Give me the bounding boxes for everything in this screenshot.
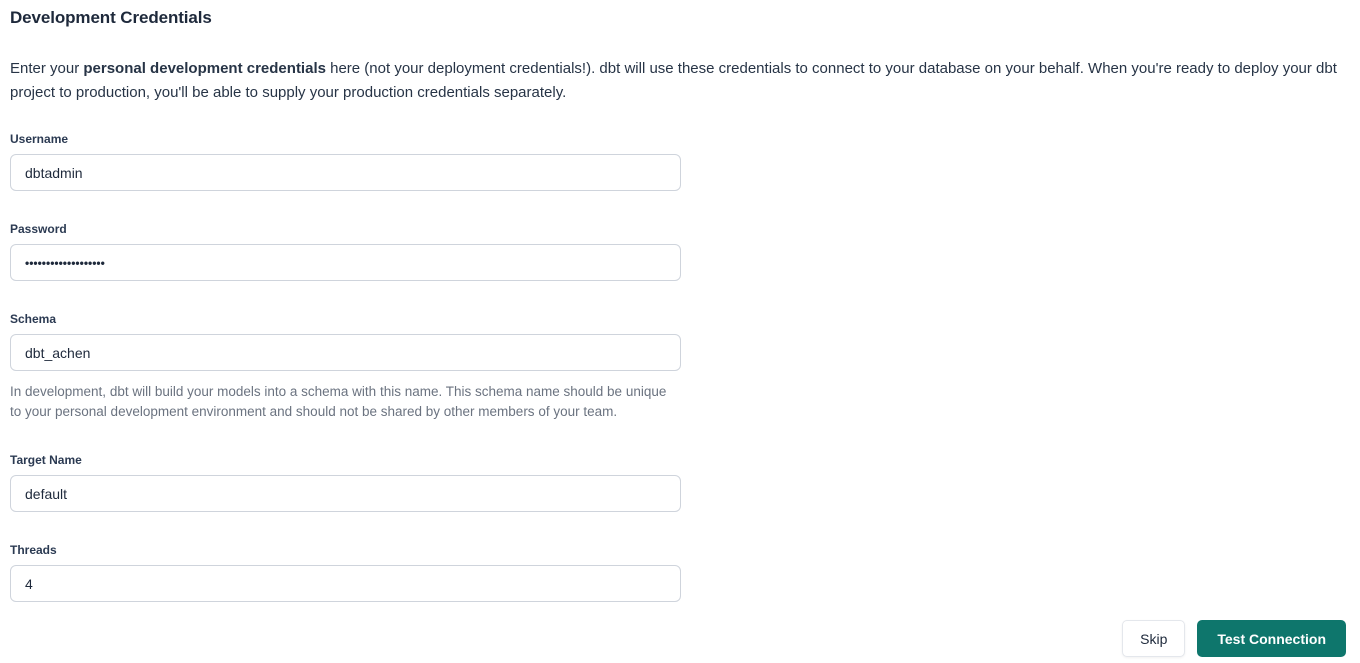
username-label: Username	[10, 132, 69, 146]
target-name-input[interactable]	[10, 475, 681, 512]
username-input[interactable]	[10, 154, 681, 191]
test-connection-button[interactable]: Test Connection	[1197, 620, 1346, 657]
page-title: Development Credentials	[10, 8, 212, 27]
credentials-form	[10, 132, 1346, 602]
password-input[interactable]	[10, 244, 681, 281]
schema-input[interactable]	[10, 334, 681, 371]
password-label: Password	[10, 222, 67, 236]
intro-text-before: Enter your	[10, 60, 84, 77]
intro-text-bold: personal development credentials	[83, 60, 326, 77]
threads-label: Threads	[10, 543, 57, 557]
intro-text-after: here (not your deployment credentials!). dbt will use these credentials to connect to your database on your behalf. When you're ready to deploy your dbt project to production, you'll be able to supply your production credentials separately.	[10, 60, 1337, 101]
username-field-group	[10, 132, 681, 191]
schema-help-text: In development, dbt will build your models into a schema with this name. This schema name should be unique to your personal development environment and should not be shared by other members of your team.	[10, 384, 667, 419]
threads-field-group	[10, 543, 681, 602]
form-actions	[1122, 620, 1346, 657]
threads-input[interactable]	[10, 565, 681, 602]
skip-button[interactable]: Skip	[1122, 620, 1185, 657]
schema-label: Schema	[10, 312, 57, 326]
password-field-group	[10, 222, 681, 281]
target-name-field-group	[10, 453, 681, 512]
target-name-label: Target Name	[10, 453, 82, 467]
intro-paragraph	[10, 57, 1342, 105]
schema-field-group	[10, 312, 681, 422]
